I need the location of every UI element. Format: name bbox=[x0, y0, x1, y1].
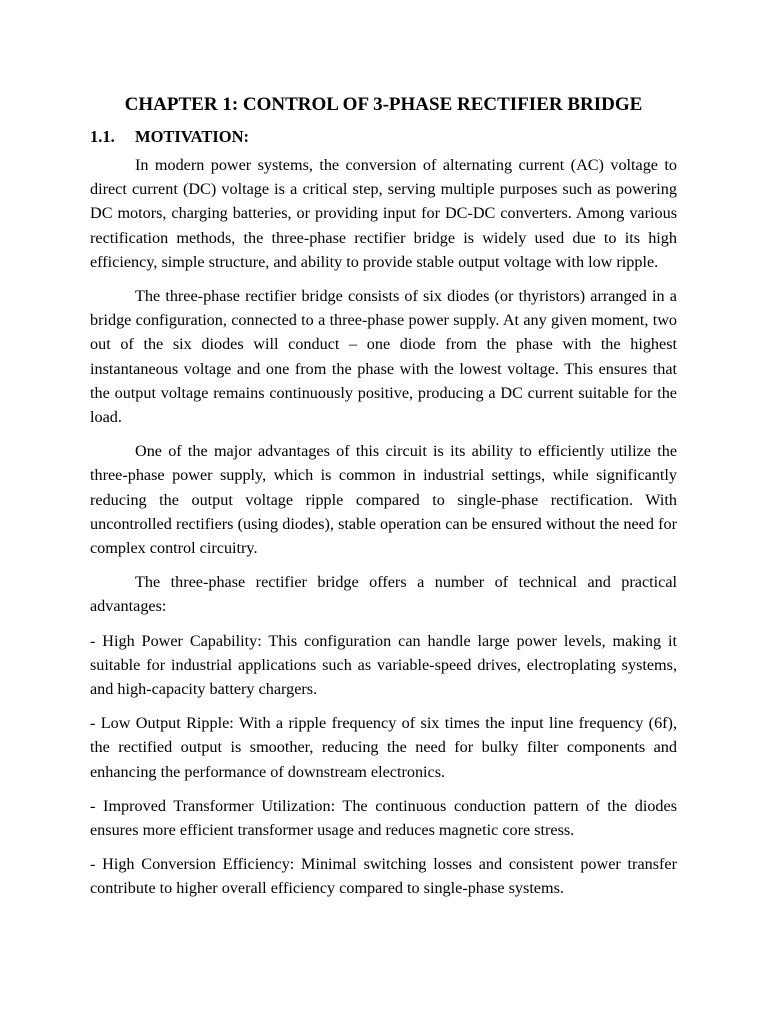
bullet-high-power: - High Power Capability: This configuration can handle large power levels, making it suitable for industrial applications such as variable-speed drives, electroplating systems, and high-capacity battery chargers. bbox=[90, 631, 677, 699]
chapter-title: CHAPTER 1: CONTROL OF 3-PHASE RECTIFIER BRIDGE bbox=[124, 94, 643, 115]
section-heading bbox=[90, 126, 677, 148]
paragraph-bridge-structure: The three-phase rectifier bridge consists of six diodes (or thyristors) arranged in a bridge configuration, connected to a three-phase power supply. At any given moment, two out of the six diodes will conduct – one diode from the phase with the highest instantaneous voltage and one from the phase with the lowest voltage. This ensures that the output voltage remains continuously positive, producing a DC current suitable for the load. bbox=[90, 287, 677, 427]
paragraph-advantages-intro: The three-phase rectifier bridge offers a number of technical and practical advantages: bbox=[90, 573, 677, 616]
bullet-transformer-utilization: - Improved Transformer Utilization: The continuous conduction pattern of the diodes ensures more efficient transformer usage and reduces magnetic core stress. bbox=[90, 796, 677, 840]
section-title: MOTIVATION: bbox=[135, 127, 249, 146]
bullet-conversion-efficiency: - High Conversion Efficiency: Minimal switching losses and consistent power transfer contribute to higher overall efficiency compared to single-phase systems. bbox=[90, 855, 677, 898]
section-number: 1.1. bbox=[90, 127, 115, 146]
bullet-low-ripple: - Low Output Ripple: With a ripple frequency of six times the input line frequency (6f), the rectified output is smoother, reducing the need for bulky filter components and enhancing the performance of downstream electronics. bbox=[90, 714, 677, 781]
paragraph-ac-dc-conversion: In modern power systems, the conversion of alternating current (AC) voltage to direct current (DC) voltage is a critical step, serving multiple purposes such as powering DC motors, charging batteries, or providing input for DC-DC converters. Among various rectification methods, the three-phase rectifier bridge is widely used due to its high efficiency, simple structure, and ability to provide stable output voltage with low ripple. bbox=[90, 156, 677, 271]
paragraph-advantages-overview: One of the major advantages of this circuit is its ability to efficiently utilize the three-phase power supply, which is common in industrial settings, while significantly reducing the output voltage ripple compared to single-phase rectification. With uncontrolled rectifiers (using diodes), stable operation can be ensured without the need for complex control circuitry. bbox=[90, 442, 677, 558]
document-page bbox=[90, 92, 677, 901]
